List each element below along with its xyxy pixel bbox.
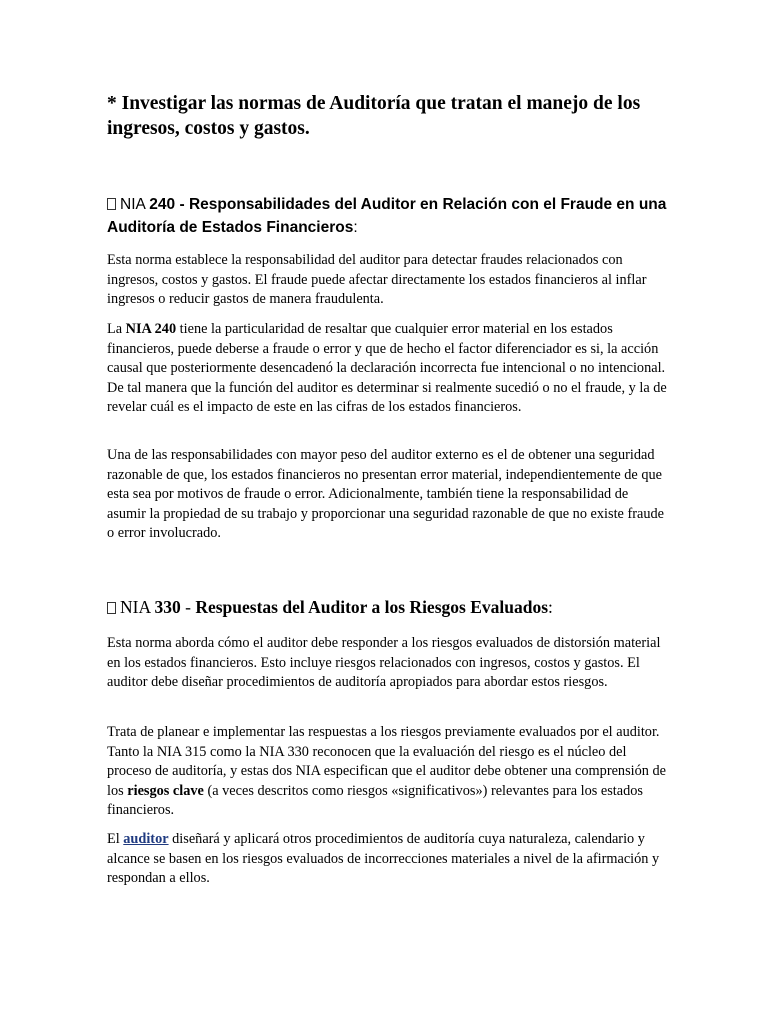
bullet-placeholder-icon	[107, 198, 116, 210]
section-heading-nia-330	[107, 595, 667, 619]
heading-number: 240	[149, 196, 176, 213]
paragraph-text: La	[107, 321, 126, 337]
bullet-placeholder-icon	[107, 602, 116, 614]
section2-paragraph-3	[107, 830, 667, 889]
document-title: * Investigar las normas de Auditoría que tratan el manejo de los ingresos, costos y gastos.	[107, 93, 641, 139]
paragraph-text: Trata de planear e implementar las respuestas a los riesgos previamente evaluados por el auditor. Tanto la NIA 315 como la NIA 330 reconocen que la evaluación del riesgo es el núcleo del proceso de auditoría, y estas dos NIA especifican que el auditor debe obtener una comprensión de los	[107, 724, 666, 799]
paragraph-text: (a veces descritos como riesgos «significativos») relevantes para los estados financieros.	[107, 782, 643, 818]
auditor-link[interactable]: auditor	[123, 831, 169, 847]
heading-prefix: NIA	[120, 196, 150, 213]
paragraph-text: El	[107, 831, 124, 847]
section2-paragraph-2	[107, 723, 667, 821]
heading-prefix: NIA	[120, 597, 155, 617]
paragraph-bold-term: NIA 240	[125, 321, 177, 337]
heading-colon: :	[353, 219, 358, 236]
paragraph-text: diseñará y aplicará otros procedimientos de auditoría cuya naturaleza, calendario y alcance se basen en los riesgos evaluados de incorrecciones materiales a nivel de la afirmación y respondan a ellos.	[107, 831, 660, 886]
paragraph-text: tiene la particularidad de resaltar que cualquier error material en los estados financieros, puede deberse a fraude o error y que de hecho el factor diferenciador es si, la acción causal que posteriormente desencadenó la declaración incorrecta fue intencional o no intencional. De tal manera que la función del auditor es determinar si realmente sucedió o no el fraude, y la de revelar cuál es el impacto de este en las cifras de los estados financieros.	[107, 321, 667, 415]
heading-text: Respuestas del Auditor a los Riesgos Evaluados	[195, 597, 549, 617]
section2-paragraph-1: Esta norma aborda cómo el auditor debe responder a los riesgos evaluados de distorsión material en los estados financieros. Esto incluye riesgos relacionados con ingresos, costos y gastos. El auditor debe diseñar procedimientos de auditoría apropiados para abordar estos riesgos.	[107, 635, 661, 690]
section1-paragraph-2	[107, 320, 667, 418]
heading-colon: :	[548, 597, 553, 617]
section-heading-nia-240	[107, 193, 667, 239]
section1-paragraph-3: Una de las responsabilidades con mayor peso del auditor externo es el de obtener una seguridad razonable de que, los estados financieros no presentan error material, independientemente de que esta sea por motivos de fraude o error. Adicionalmente, también tiene la responsabilidad de asumir la propiedad de su trabajo y proporcionar una seguridad razonable de que no existe fraude o error involucrado.	[107, 447, 664, 541]
paragraph-bold-term: riesgos clave	[127, 782, 204, 799]
section1-paragraph-1: Esta norma establece la responsabilidad del auditor para detectar fraudes relacionados con ingresos, costos y gastos. El fraude puede afectar directamente los estados financieros al inflar ingresos o reducir gastos de manera fraudulenta.	[107, 252, 647, 307]
heading-number: 330	[154, 597, 181, 617]
heading-separator: -	[180, 597, 196, 617]
heading-text: - Responsabilidades del Auditor en Relación con el Fraude en una Auditoría de Estados Financieros	[107, 196, 667, 236]
